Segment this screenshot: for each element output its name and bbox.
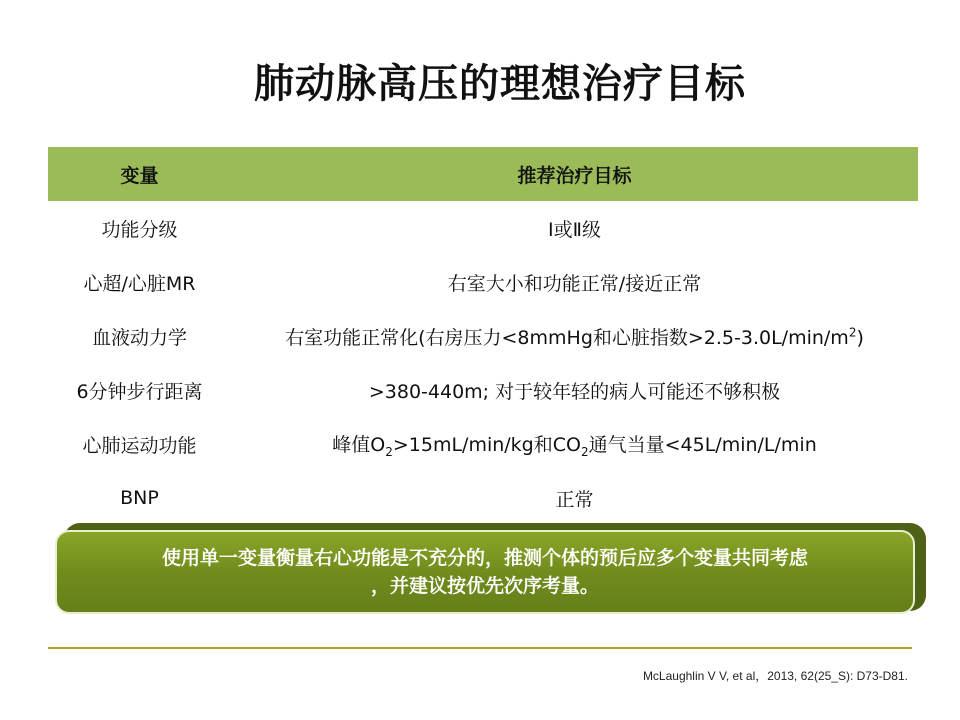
- row-target-text: 峰值O: [332, 433, 386, 456]
- row-target: [231, 323, 918, 350]
- row-variable: 6分钟步行距离: [76, 380, 203, 403]
- row-variable: 血液动力学: [91, 326, 187, 349]
- row-target: [231, 430, 918, 459]
- footer-divider: [48, 647, 912, 649]
- table-header-row: [48, 147, 918, 201]
- row-target: 右室大小和功能正常/接近正常: [447, 272, 702, 295]
- row-variable: BNP: [120, 487, 159, 509]
- row-variable: 心超/心脏MR: [83, 272, 196, 295]
- header-target: 推荐治疗目标: [517, 164, 632, 187]
- slide-title: 肺动脉高压的理想治疗目标: [254, 61, 746, 107]
- row-target: 正常: [555, 488, 594, 511]
- row-target-text: >15mL/min/kg和CO: [392, 433, 581, 456]
- subscript: 2: [580, 444, 589, 459]
- header-variable: 变量: [120, 164, 159, 187]
- row-variable: 心肺运动功能: [82, 434, 197, 457]
- row-target-text-end: ): [856, 326, 864, 349]
- table-row: [48, 363, 918, 417]
- targets-table: [48, 147, 918, 525]
- row-variable: 功能分级: [101, 218, 178, 241]
- row-target-text: 通气当量<45L/min/L/min: [588, 433, 817, 456]
- table-row: [48, 471, 918, 525]
- table-row: [48, 255, 918, 309]
- row-target-text: 右室功能正常化(右房压力<8mmHg和心脏指数>2.5-3.0L/min/m: [285, 326, 849, 349]
- row-target: Ⅰ或Ⅱ级: [548, 218, 601, 241]
- citation: McLaughlin V V, et al，2013, 62(25_S): D73-D81.: [642, 669, 908, 683]
- superscript: 2: [848, 325, 857, 340]
- callout-line-2: ，并建议按优先次序考量。: [370, 575, 599, 597]
- conclusion-callout: [55, 530, 915, 614]
- subscript: 2: [385, 444, 393, 459]
- table-row: [48, 309, 918, 363]
- table-row: [48, 201, 918, 255]
- row-target: >380-440m; 对于较年轻的病人可能还不够积极: [368, 380, 781, 403]
- callout-text: [162, 544, 808, 600]
- table-row: [48, 417, 918, 471]
- callout-line-1: 使用单一变量衡量右心功能是不充分的，推测个体的预后应多个变量共同考虑: [161, 547, 808, 569]
